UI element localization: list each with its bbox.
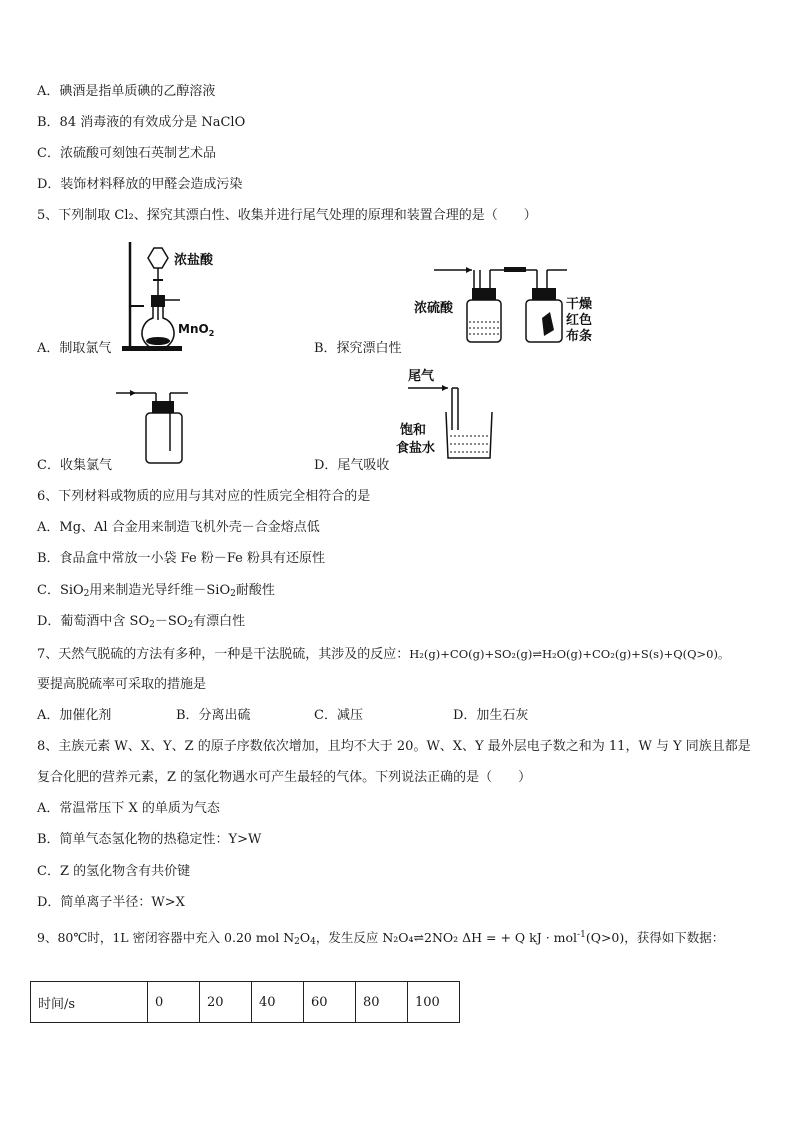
q9-stem bbox=[37, 926, 724, 951]
svg-text:MnO2 bbox=[178, 322, 214, 338]
q8-stem-line2: 复合化肥的营养元素，Z 的氢化物遇水可产生最轻的气体。下列说法正确的是（ ） bbox=[37, 770, 532, 785]
q9-stem-sup: -1 bbox=[577, 930, 586, 940]
q7-option-b: B．分离出硫 bbox=[176, 708, 251, 723]
q5-option-b: B．探究漂白性 bbox=[314, 341, 402, 356]
q9-stem-part1: 9、80℃时，1L 密闭容器中充入 0.20 mol N bbox=[37, 930, 295, 945]
q7-stem-line1 bbox=[37, 645, 730, 664]
q5-stem: 5、下列制取 Cl₂、探究其漂白性、收集并进行尾气处理的原理和装置合理的是（ ） bbox=[37, 208, 537, 223]
q4-option-d: D．装饰材料释放的甲醛会造成污染 bbox=[37, 177, 243, 192]
q7-equation: H₂(g)+CO(g)+SO₂(g)⇌H₂O(g)+CO₂(g)+S(s)+Q(Q>0)。 bbox=[409, 647, 730, 661]
table-cell-time-80: 80 bbox=[356, 982, 408, 1023]
fig-b-label-dry: 干燥 bbox=[566, 297, 593, 312]
fig-d-label-brine: 食盐水 bbox=[396, 441, 436, 456]
q6-option-d-part3: 有漂白性 bbox=[193, 614, 246, 629]
q6-option-b: B．食品盒中常放一小袋 Fe 粉－Fe 粉具有还原性 bbox=[37, 551, 325, 566]
fig-a-label-mno2-subscript: 2 bbox=[208, 329, 215, 338]
q6-option-d-sub1: 2 bbox=[149, 620, 155, 630]
q6-option-c bbox=[37, 582, 275, 603]
figure-a-chlorine-generator bbox=[118, 240, 228, 355]
q9-data-table bbox=[30, 981, 460, 1023]
q6-option-c-part2: 用来制造光导纤维－SiO bbox=[89, 583, 231, 598]
q9-stem-part2: ，发生反应 N₂O₄⇌2NO₂ ΔH = + Q kJ · mol bbox=[315, 930, 578, 945]
fig-b-label-cloth: 布条 bbox=[566, 329, 593, 344]
figure-d-tail-gas-absorption bbox=[394, 364, 504, 464]
table-cell-time-0: 0 bbox=[148, 982, 200, 1023]
fig-d-label-tail-gas: 尾气 bbox=[408, 369, 435, 384]
table-header-time: 时间/s bbox=[31, 982, 148, 1023]
q6-option-c-sub2: 2 bbox=[230, 589, 236, 599]
q6-option-c-part1: C．SiO bbox=[37, 583, 84, 598]
fig-d-label-saturated: 饱和 bbox=[400, 423, 427, 438]
table-row bbox=[31, 982, 460, 1023]
q6-option-d-sub2: 2 bbox=[187, 620, 194, 630]
q8-option-b: B．简单气态氢化物的热稳定性：Y>W bbox=[37, 832, 262, 847]
q5-option-d: D．尾气吸收 bbox=[314, 458, 390, 473]
q4-option-c: C．浓硫酸可刻蚀石英制艺术品 bbox=[37, 146, 216, 161]
q6-option-c-part3: 耐酸性 bbox=[235, 583, 275, 598]
q4-option-b: B．84 消毒液的有效成分是 NaClO bbox=[37, 115, 246, 130]
q6-option-d-part1: D．葡萄酒中含 SO bbox=[37, 614, 150, 629]
fig-a-label-hcl: 浓盐酸 bbox=[174, 253, 214, 268]
q8-option-c: C．Z 的氢化物含有共价键 bbox=[37, 864, 191, 879]
q6-option-d bbox=[37, 613, 245, 634]
fig-a-label-mno2: MnO bbox=[178, 322, 209, 336]
q7-stem-line2: 要提高脱硫率可采取的措施是 bbox=[37, 677, 207, 692]
q7-option-d: D．加生石灰 bbox=[453, 708, 529, 723]
table-cell-time-20: 20 bbox=[200, 982, 252, 1023]
q6-option-d-part2: －SO bbox=[154, 614, 188, 629]
fig-b-label-red: 红色 bbox=[566, 313, 593, 328]
table-cell-time-60: 60 bbox=[304, 982, 356, 1023]
q7-stem-text: 7、天然气脱硫的方法有多种，一种是干法脱硫，其涉及的反应： bbox=[37, 647, 410, 662]
q4-option-a: A．碘酒是指单质碘的乙醇溶液 bbox=[37, 84, 216, 99]
figure-c-gas-collection bbox=[112, 385, 202, 465]
q5-option-a: A．制取氯气 bbox=[37, 341, 112, 356]
q8-option-d: D．简单离子半径：W>X bbox=[37, 895, 185, 910]
q7-option-c: C．减压 bbox=[314, 708, 363, 723]
q6-option-a: A．Mg、Al 合金用来制造飞机外壳－合金熔点低 bbox=[37, 520, 320, 535]
figure-b-bleaching-test bbox=[412, 260, 612, 350]
table-cell-time-40: 40 bbox=[252, 982, 304, 1023]
q7-option-a: A．加催化剂 bbox=[37, 708, 112, 723]
q6-option-c-sub1: 2 bbox=[83, 589, 90, 599]
q8-stem-line1: 8、主族元素 W、X、Y、Z 的原子序数依次增加，且均不大于 20。W、X、Y 最外层电子数之和为 11，W 与 Y 同族且都是 bbox=[37, 739, 751, 754]
q9-stem-sub2: 4 bbox=[310, 937, 316, 947]
q9-stem-part3: (Q>0)，获得如下数据： bbox=[585, 930, 725, 945]
q8-option-a: A．常温常压下 X 的单质为气态 bbox=[37, 801, 220, 816]
q5-option-c: C．收集氯气 bbox=[37, 458, 112, 473]
q9-stem-o: O bbox=[299, 930, 311, 945]
q9-stem-sub1: 2 bbox=[294, 937, 300, 947]
table-cell-time-100: 100 bbox=[408, 982, 460, 1023]
q6-stem: 6、下列材料或物质的应用与其对应的性质完全相符合的是 bbox=[37, 489, 371, 504]
fig-b-label-sulfuric-acid: 浓硫酸 bbox=[414, 301, 454, 316]
